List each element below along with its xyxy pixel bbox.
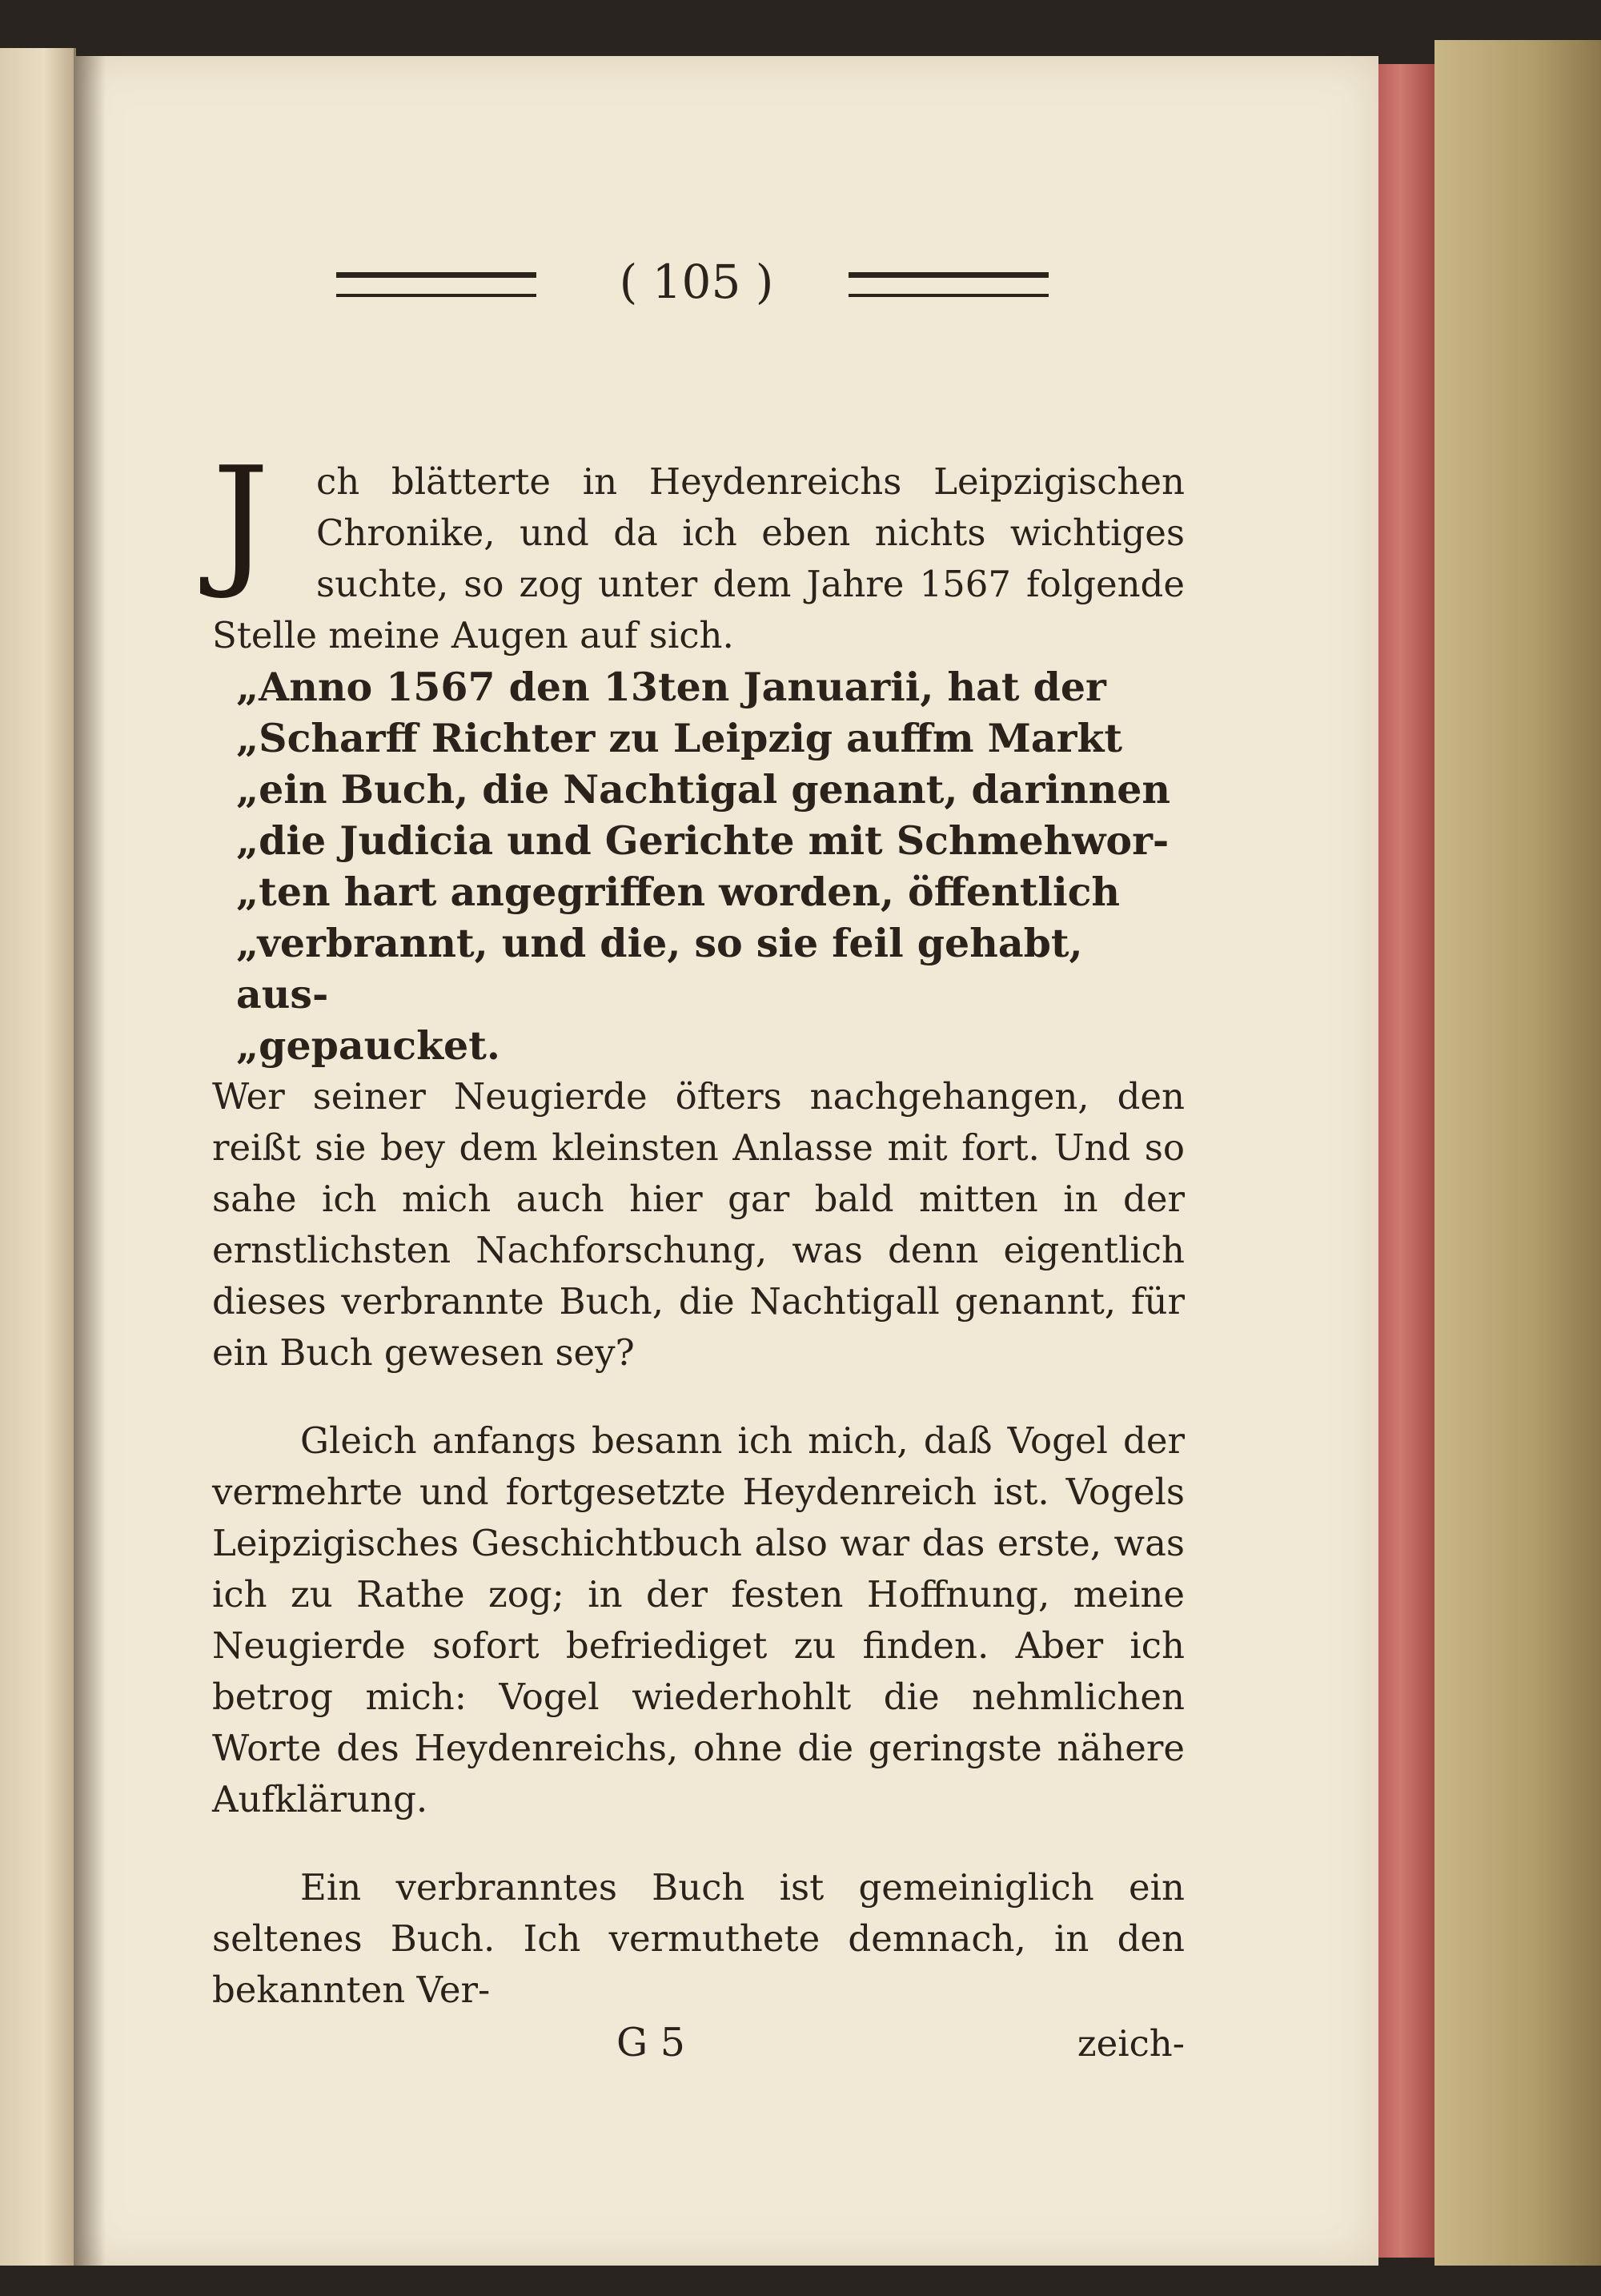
signature-mark: G 5 — [616, 2020, 685, 2065]
intro-text: ch blätterte in Heydenreichs Leipzigischen Chronike, und da ich eben nichts wichtiges suchte, so zog unter dem Jahre 1567 folgende Stelle meine Augen auf sich. — [212, 460, 1185, 656]
catchword: zeich- — [1077, 2022, 1185, 2065]
header-rule-right — [849, 272, 1049, 297]
paragraph: Ein verbranntes Buch ist gemeiniglich ein seltenes Buch. Ich vermuthete demnach, in den bekannten Ver- — [212, 1866, 1185, 2011]
left-page-edge — [0, 48, 76, 2274]
paragraph-gap — [212, 1379, 1185, 1415]
quote-line: „Anno 1567 den 13ten Januarii, hat der — [236, 664, 1106, 710]
quote-line: „gepaucket. — [236, 1022, 500, 1069]
spine-shadow — [74, 56, 106, 2266]
quote-line: „die Judicia und Gerichte mit Schmehwor- — [236, 817, 1170, 864]
page-body — [212, 436, 1185, 2069]
header-rule-left — [336, 272, 536, 297]
paragraph: Gleich anfangs besann ich mich, daß Vogel der vermehrte und fortgesetzte Heydenreich ist. Vogels Leipzigisches Geschichtbuch also war das erste, was ich zu Rathe zog; in der festen Hoffnung, meine Neugierde sofort befriediget zu finden. Aber ich betrog mich: Vogel wiederhohlt die nehmlichen Worte des Heydenreichs, ohne die geringste nähere Aufklärung. — [212, 1419, 1185, 1820]
page-footer — [212, 2017, 1185, 2069]
drop-cap: J — [212, 436, 270, 602]
chronicle-quote — [212, 661, 1185, 1071]
red-page-edges — [1378, 64, 1434, 2258]
quote-line: „verbrannt, und die, so sie feil gehabt, aus- — [236, 920, 1083, 1018]
quote-line: „ein Buch, die Nachtigal genant, darinnen — [236, 766, 1171, 813]
intro-paragraph — [212, 436, 1185, 661]
paragraph: Wer seiner Neugierde öfters nachgehangen, den reißt sie bey dem kleinsten Anlasse mit fort. Und so sahe ich mich auch hier gar bald mitten in der ernstlichsten Nachforschung, was denn eigentlich dieses verbrannte Buch, die Nachtigall genannt, für ein Buch gewesen sey? — [212, 1075, 1185, 1374]
quote-line: „ten hart angegriffen worden, öffentlich — [236, 869, 1121, 915]
quote-line: „Scharff Richter zu Leipzig auffm Markt — [236, 715, 1123, 761]
paragraph-gap — [212, 1825, 1185, 1862]
scan-background — [0, 2266, 1601, 2296]
book-cover-board — [1434, 40, 1601, 2296]
page-number: ( 105 ) — [619, 255, 774, 309]
